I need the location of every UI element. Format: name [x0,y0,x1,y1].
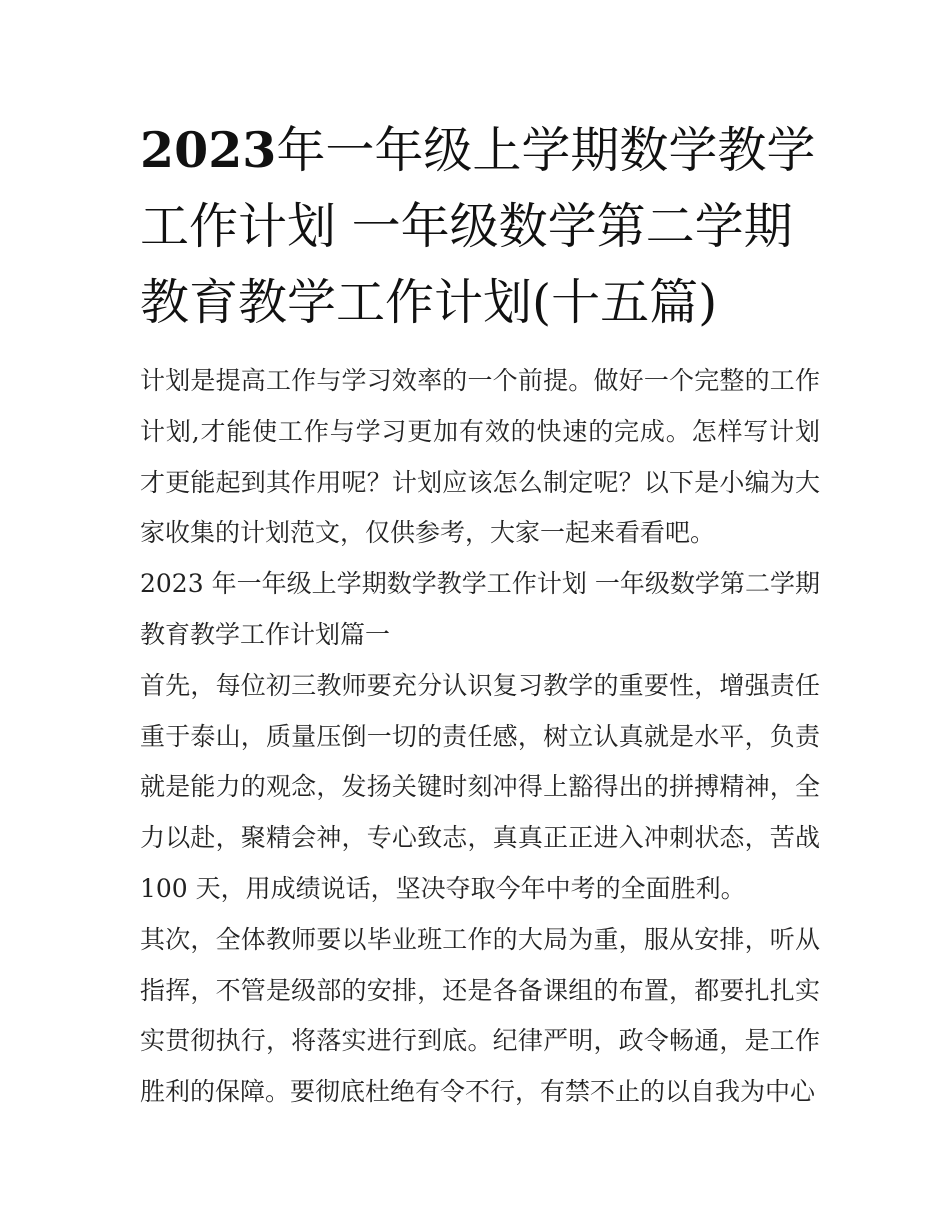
body-paragraph-second: 其次，全体教师要以毕业班工作的大局为重，服从安排，听从指挥，不管是级部的安排，还是各备课组的布置，都要扎扎实实贯彻执行，将落实进行到底。纪律严明，政令畅通，是工作胜利的保障。要彻底杜绝有令不行，有禁不止的以自我为中心 [140,924,820,1107]
section-heading: 2023 年一年级上学期数学教学工作计划 一年级数学第二学期教育教学工作计划篇一 [140,569,820,649]
title-text: 年一年级上学期数学教学工作计划 一年级数学第二学期教育教学工作计划(十五篇) [140,122,816,331]
document-title [140,112,820,341]
document-body [140,356,820,1118]
body-paragraph-first: 首先，每位初三教师要充分认识复习教学的重要性，增强责任重于泰山，质量压倒一切的责任感，树立认真就是水平，负责就是能力的观念，发扬关键时刻冲得上豁得出的拼搏精神，全力以赴，聚精会神，专心致志，真真正正进入冲刺状态，苦战 100 天，用成绩说话，坚决夺取今年中考的全面胜利。 [140,670,820,903]
intro-paragraph: 计划是提高工作与学习效率的一个前提。做好一个完整的工作计划,才能使工作与学习更加有效的快速的完成。怎样写计划才更能起到其作用呢？计划应该怎么制定呢？以下是小编为大家收集的计划范文，仅供参考，大家一起来看看吧。 [140,366,820,548]
title-year: 2023 [140,121,277,179]
